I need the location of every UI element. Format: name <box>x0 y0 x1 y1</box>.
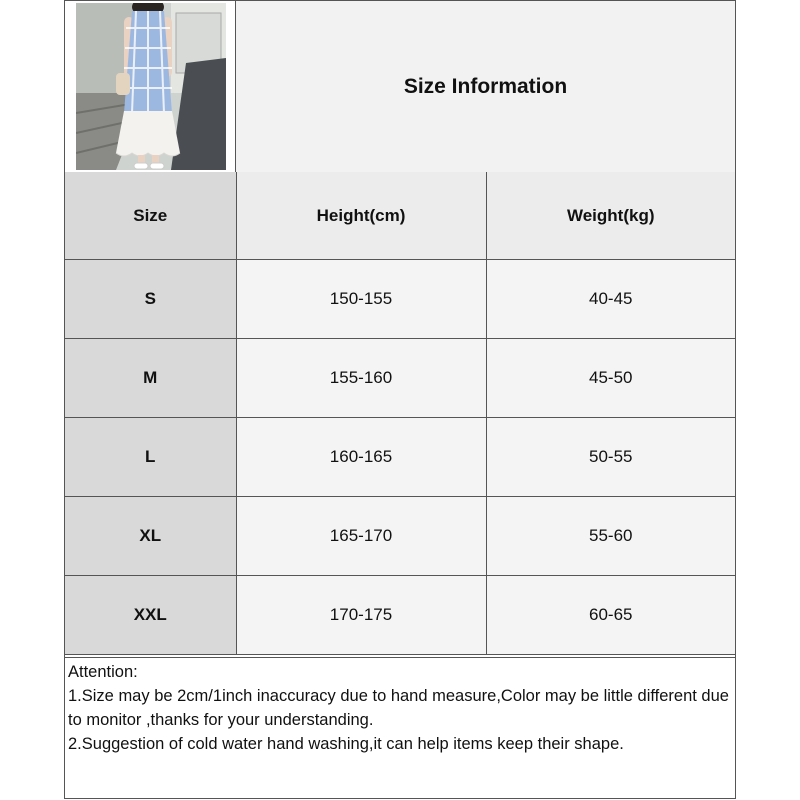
size-cell: S <box>65 260 236 339</box>
table-row <box>65 497 735 576</box>
column-header-height: Height(cm) <box>236 172 486 260</box>
weight-cell: 40-45 <box>486 260 735 339</box>
column-header-weight: Weight(kg) <box>486 172 735 260</box>
weight-cell: 60-65 <box>486 576 735 655</box>
size-chart-sheet <box>64 0 736 799</box>
column-header-size: Size <box>65 172 236 260</box>
height-cell: 165-170 <box>236 497 486 576</box>
table-row <box>65 418 735 497</box>
table-row <box>65 339 735 418</box>
table-header-row <box>65 172 735 260</box>
attention-notes <box>65 657 735 756</box>
notes-line-2: 2.Suggestion of cold water hand washing,it can help items keep their shape. <box>68 735 624 753</box>
size-cell: L <box>65 418 236 497</box>
weight-cell: 45-50 <box>486 339 735 418</box>
height-cell: 155-160 <box>236 339 486 418</box>
size-cell: M <box>65 339 236 418</box>
notes-heading: Attention: <box>68 663 138 681</box>
weight-cell: 50-55 <box>486 418 735 497</box>
table-row <box>65 576 735 655</box>
header-row <box>65 1 735 173</box>
notes-line-1: 1.Size may be 2cm/1inch inaccuracy due to hand measure,Color may be little different due to monitor ,thanks for your understanding. <box>68 687 729 729</box>
page-title: Size Information <box>403 74 568 98</box>
height-cell: 160-165 <box>236 418 486 497</box>
size-table <box>65 172 735 655</box>
size-cell: XL <box>65 497 236 576</box>
title-cell <box>236 1 735 172</box>
weight-cell: 55-60 <box>486 497 735 576</box>
product-photo <box>65 1 236 172</box>
height-cell: 170-175 <box>236 576 486 655</box>
size-cell: XXL <box>65 576 236 655</box>
table-row <box>65 260 735 339</box>
height-cell: 150-155 <box>236 260 486 339</box>
